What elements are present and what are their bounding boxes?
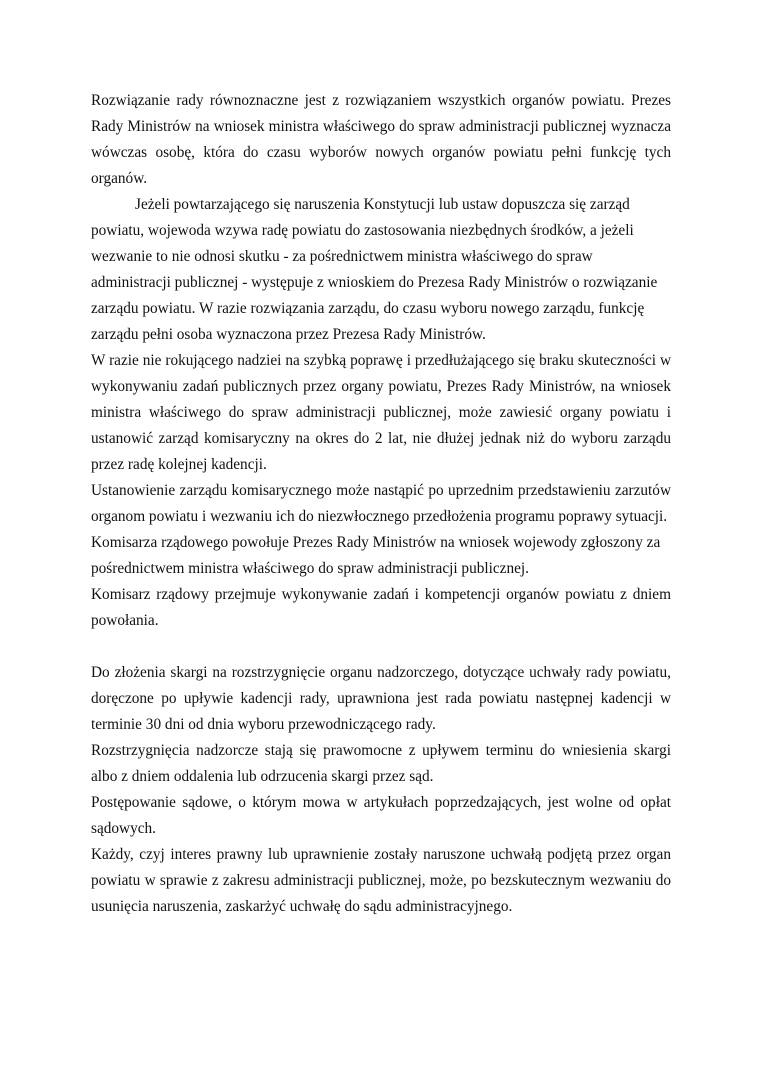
- paragraph-suspension-of-organs: W razie nie rokującego nadziei na szybką poprawę i przedłużającego się braku skuteczności w wykonywaniu zadań publicznych przez organy powiatu, Prezes Rady Ministrów, na wniosek ministra właściwego do spraw administracji publicznej, może zawiesić organy powiatu i ustanowić zarząd komisaryczny na okres do 2 lat, nie dłużej jednak niż do wyboru zarządu przez radę kolejnej kadencji.: [91, 352, 671, 473]
- paragraph-right-to-appeal: Każdy, czyj interes prawny lub uprawnienie zostały naruszone uchwałą podjętą przez organ powiatu w sprawie z zakresu administracji publicznej, może, po bezskutecznym wezwaniu do usunięcia naruszenia, zaskarżyć uchwałę do sądu administracyjnego.: [91, 846, 671, 915]
- document-body: [91, 88, 671, 920]
- paragraph-supervisory-decisions-final: Rozstrzygnięcia nadzorcze stają się prawomocne z upływem terminu do wniesienia skargi albo z dniem oddalenia lub odrzucenia skargi przez sąd.: [91, 742, 671, 785]
- paragraph-commissioner-duties: Komisarz rządowy przejmuje wykonywanie zadań i kompetencji organów powiatu z dniem powołania.: [91, 586, 671, 629]
- paragraph-commissioner-board: Ustanowienie zarządu komisarycznego może nastąpić po uprzednim przedstawieniu zarzutów organom powiatu i wezwaniu ich do niezwłocznego przedłożenia programu poprawy sytuacji.: [91, 482, 671, 525]
- paragraph-board-violations: Jeżeli powtarzającego się naruszenia Konstytucji lub ustaw dopuszcza się zarząd powiatu, wojewoda wzywa radę powiatu do zastosowania niezbędnych środków, a jeżeli wezwanie to nie odnosi skutku - za pośrednictwem ministra właściwego do spraw administracji publicznej - występuje z wnioskiem do Prezesa Rady Ministrów o rozwiązanie zarządu powiatu. W razie rozwiązania zarządu, do czasu wyboru nowego zarządu, funkcję zarządu pełni osoba wyznaczona przez Prezesa Rady Ministrów.: [91, 196, 658, 343]
- paragraph-dissolution-of-council: Rozwiązanie rady równoznaczne jest z rozwiązaniem wszystkich organów powiatu. Prezes Rady Ministrów na wniosek ministra właściwego do spraw administracji publicznej wyznacza wówczas osobę, która do czasu wyborów nowych organów powiatu pełni funkcję tych organów.: [91, 92, 671, 187]
- paragraph-government-commissioner-appointment: Komisarza rządowego powołuje Prezes Rady Ministrów na wniosek wojewody zgłoszony za pośrednictwem ministra właściwego do spraw administracji publicznej.: [91, 534, 661, 577]
- paragraph-spacer: [91, 634, 671, 660]
- paragraph-complaint-supervisory-decision: Do złożenia skargi na rozstrzygnięcie organu nadzorczego, dotyczące uchwały rady powiatu, doręczone po upływie kadencji rady, uprawniona jest rada powiatu następnej kadencji w terminie 30 dni od dnia wyboru przewodniczącego rady.: [91, 664, 671, 733]
- paragraph-court-fees: Postępowanie sądowe, o którym mowa w artykułach poprzedzających, jest wolne od opłat sądowych.: [91, 794, 671, 837]
